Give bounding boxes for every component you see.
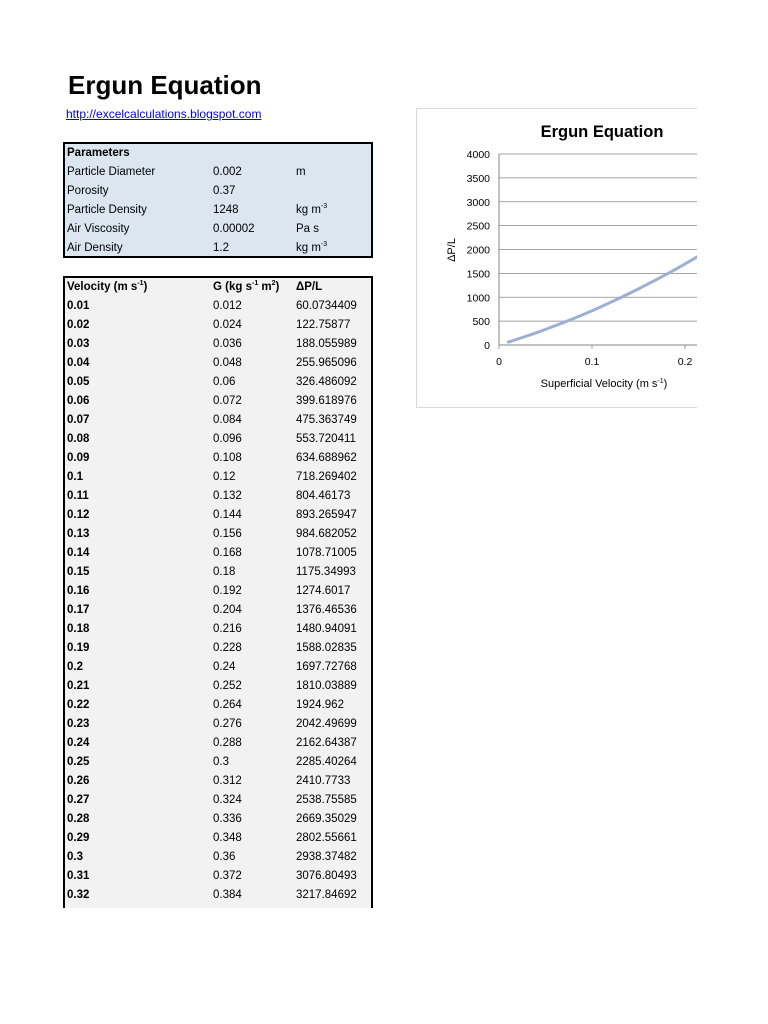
parameter-unit: kg $m^{-3}$	[296, 203, 328, 216]
y-tick-label: 3500	[466, 172, 490, 185]
velocity-column-header: Velocity (m $s^{-1}$)	[67, 280, 148, 293]
y-tick-label: 500	[472, 316, 490, 329]
parameter-value[interactable]: 1.2	[213, 242, 229, 254]
page-title: Ergun Equation	[68, 70, 262, 100]
table-row[interactable]	[65, 715, 371, 734]
chart-svg	[417, 109, 697, 407]
parameter-name: Particle Density	[67, 204, 147, 216]
velocity-cell[interactable]: 0.25	[67, 756, 90, 768]
results-header-row	[65, 278, 371, 297]
parameter-unit: m	[296, 166, 306, 178]
parameters-header-row	[65, 144, 371, 163]
parameter-row[interactable]	[65, 220, 371, 239]
mass-flux-cell[interactable]: 0.372	[213, 870, 242, 882]
parameter-unit	[296, 182, 371, 201]
parameters-header: Parameters	[67, 147, 130, 159]
table-row[interactable]	[65, 867, 371, 886]
pressure-drop-cell[interactable]: 984.682052	[296, 528, 357, 540]
mass-flux-cell[interactable]: 0.252	[213, 680, 242, 692]
velocity-cell[interactable]: 0.13	[67, 528, 90, 540]
table-row[interactable]	[65, 487, 371, 506]
velocity-cell[interactable]: 0.21	[67, 680, 90, 692]
parameter-name: Air Density	[67, 242, 123, 254]
pressure-drop-cell[interactable]: 1697.72768	[296, 661, 357, 673]
pressure-drop-cell[interactable]: 2410.7733	[296, 775, 351, 787]
pressure-drop-cell[interactable]: 718.269402	[296, 471, 357, 483]
y-tick-label: 1000	[466, 292, 490, 305]
parameter-row[interactable]	[65, 182, 371, 201]
table-row[interactable]	[65, 525, 371, 544]
mass-flux-cell[interactable]: 0.18	[213, 566, 236, 578]
y-tick-label: 4000	[466, 149, 490, 161]
velocity-cell[interactable]: 0.11	[67, 490, 89, 502]
table-row[interactable]	[65, 373, 371, 392]
velocity-cell[interactable]: 0.15	[67, 566, 90, 578]
mass-flux-cell[interactable]: 0.108	[213, 452, 242, 464]
mass-flux-cell[interactable]: 0.048	[213, 357, 242, 369]
mass-flux-cell[interactable]: 0.336	[213, 813, 242, 825]
pressure-drop-cell[interactable]: 2802.55661	[296, 832, 357, 844]
mass-flux-cell[interactable]: 0.216	[213, 623, 242, 635]
velocity-cell[interactable]: 0.19	[67, 642, 90, 654]
velocity-cell[interactable]: 0.28	[67, 813, 90, 825]
pressure-drop-cell[interactable]: 553.720411	[296, 433, 356, 445]
pressure-drop-cell[interactable]: 1810.03889	[296, 680, 357, 692]
table-row[interactable]	[65, 753, 371, 772]
parameter-value[interactable]: 1248	[213, 204, 239, 216]
velocity-cell[interactable]: 0.04	[67, 357, 90, 369]
mass-flux-cell[interactable]: 0.324	[213, 794, 242, 806]
y-tick-label: 2500	[466, 220, 490, 233]
table-row[interactable]	[65, 506, 371, 525]
parameter-name: Porosity	[67, 185, 109, 197]
velocity-cell[interactable]: 0.18	[67, 623, 90, 635]
mass-flux-cell[interactable]: 0.276	[213, 718, 242, 730]
table-row[interactable]	[65, 430, 371, 449]
results-table	[63, 276, 373, 908]
mass-flux-cell[interactable]: 0.36	[213, 851, 236, 863]
chart-tick-labels	[467, 149, 697, 368]
mass-flux-cell[interactable]: 0.012	[213, 300, 242, 312]
table-row[interactable]	[65, 297, 371, 316]
x-tick-label: 0.2	[677, 356, 693, 368]
y-tick-label: 2000	[466, 244, 490, 257]
mass-flux-cell[interactable]: 0.12	[213, 471, 236, 483]
table-row[interactable]	[65, 848, 371, 867]
results-rows	[65, 297, 371, 905]
pressure-drop-column-header: ΔP/L	[296, 281, 323, 293]
parameter-value[interactable]: 0.37	[213, 185, 236, 197]
parameter-value[interactable]: 0.002	[213, 166, 242, 178]
velocity-cell[interactable]: 0.01	[67, 300, 90, 312]
table-row[interactable]	[65, 563, 371, 582]
table-row[interactable]	[65, 639, 371, 658]
mass-flux-cell[interactable]: 0.288	[213, 737, 242, 749]
velocity-cell[interactable]: 0.22	[67, 699, 90, 711]
mass-flux-cell[interactable]: 0.144	[213, 509, 242, 521]
velocity-cell[interactable]: 0.14	[67, 547, 90, 559]
velocity-cell[interactable]: 0.29	[67, 832, 90, 844]
pressure-drop-cell[interactable]: 326.486092	[296, 376, 357, 388]
mass-flux-cell[interactable]: 0.3	[213, 756, 229, 768]
pressure-drop-cell[interactable]: 1480.94091	[296, 623, 357, 635]
pressure-drop-cell[interactable]: 1376.46536	[296, 604, 357, 616]
pressure-drop-cell[interactable]: 2938.37482	[296, 851, 357, 863]
parameters-table	[63, 142, 373, 258]
mass-flux-cell[interactable]: 0.228	[213, 642, 242, 654]
chart-ylabel: ΔP/L	[446, 238, 458, 262]
table-row[interactable]	[65, 601, 371, 620]
table-row[interactable]	[65, 544, 371, 563]
mass-flux-cell[interactable]: 0.264	[213, 699, 242, 711]
pressure-drop-cell[interactable]: 2285.40264	[296, 756, 357, 768]
parameter-unit: Pa s	[296, 223, 320, 235]
mass-flux-cell[interactable]: 0.24	[213, 661, 236, 673]
velocity-cell[interactable]: 0.24	[67, 737, 90, 749]
chart-axes	[499, 154, 697, 349]
table-row[interactable]	[65, 449, 371, 468]
table-row[interactable]	[65, 677, 371, 696]
velocity-cell[interactable]: 0.1	[67, 471, 83, 483]
x-tick-label: 0	[496, 356, 502, 368]
velocity-cell[interactable]: 0.03	[67, 338, 90, 350]
velocity-cell[interactable]: 0.17	[67, 604, 90, 616]
parameter-name: Air Viscosity	[67, 223, 130, 235]
table-row[interactable]	[65, 316, 371, 335]
velocity-cell[interactable]: 0.16	[67, 585, 90, 597]
pressure-drop-cell[interactable]: 2162.64387	[296, 737, 357, 749]
mass-flux-cell[interactable]: 0.024	[213, 319, 242, 331]
mass-flux-cell[interactable]: 0.384	[213, 889, 242, 901]
velocity-cell[interactable]: 0.06	[67, 395, 90, 407]
parameter-unit: kg $m^{-3}$	[296, 241, 328, 254]
chart-xlabel: Superficial Velocity (m $s^{-1}$)	[540, 378, 668, 390]
mass-flux-column-header: G (kg $s^{-1}$ $m^2$)	[213, 280, 280, 293]
table-row[interactable]	[65, 658, 371, 677]
velocity-cell[interactable]: 0.07	[67, 414, 90, 426]
pressure-drop-cell[interactable]: 2538.75585	[296, 794, 357, 806]
velocity-cell[interactable]: 0.23	[67, 718, 90, 730]
mass-flux-cell[interactable]: 0.312	[213, 775, 242, 787]
chart-series	[508, 191, 697, 342]
velocity-cell[interactable]: 0.02	[67, 319, 90, 331]
pressure-drop-cell[interactable]: 804.46173	[296, 490, 351, 502]
velocity-cell[interactable]: 0.26	[67, 775, 90, 787]
velocity-cell[interactable]: 0.31	[67, 870, 90, 882]
chart-title: Ergun Equation	[540, 123, 664, 141]
table-row[interactable]	[65, 354, 371, 373]
table-row[interactable]	[65, 392, 371, 411]
pressure-drop-cell[interactable]: 2669.35029	[296, 813, 357, 825]
velocity-cell[interactable]: 0.08	[67, 433, 90, 445]
table-row[interactable]	[65, 582, 371, 601]
table-row[interactable]	[65, 886, 371, 905]
mass-flux-cell[interactable]: 0.204	[213, 604, 242, 616]
y-tick-label: 3000	[466, 196, 490, 209]
table-row[interactable]	[65, 829, 371, 848]
pressure-drop-cell[interactable]: 475.363749	[296, 414, 357, 426]
parameter-row[interactable]	[65, 239, 371, 258]
table-row[interactable]	[65, 620, 371, 639]
velocity-cell[interactable]: 0.32	[67, 889, 90, 901]
pressure-drop-cell[interactable]: 122.75877	[296, 319, 351, 331]
pressure-drop-cell[interactable]: 255.965096	[296, 357, 357, 369]
mass-flux-cell[interactable]: 0.192	[213, 585, 242, 597]
pressure-drop-cell[interactable]: 399.618976	[296, 395, 357, 407]
table-row[interactable]	[65, 468, 371, 487]
x-tick-label: 0.1	[584, 356, 600, 368]
table-row[interactable]	[65, 772, 371, 791]
pressure-drop-cell[interactable]: 893.265947	[296, 509, 357, 521]
mass-flux-cell[interactable]: 0.036	[213, 338, 242, 350]
mass-flux-cell[interactable]: 0.084	[213, 414, 242, 426]
velocity-cell[interactable]: 0.05	[67, 376, 90, 388]
chart-grid	[499, 154, 697, 345]
velocity-cell[interactable]: 0.3	[67, 851, 83, 863]
pressure-drop-cell[interactable]: 1274.6017	[296, 585, 351, 597]
table-row[interactable]	[65, 411, 371, 430]
series-line	[508, 191, 697, 342]
y-tick-label: 0	[484, 340, 490, 352]
pressure-drop-cell[interactable]: 1175.34993	[296, 566, 356, 578]
pressure-drop-cell[interactable]: 3076.80493	[296, 870, 357, 882]
mass-flux-cell[interactable]: 0.072	[213, 395, 242, 407]
mass-flux-cell[interactable]: 0.348	[213, 832, 242, 844]
y-tick-label: 1500	[466, 268, 490, 281]
mass-flux-cell[interactable]: 0.132	[213, 490, 242, 502]
parameter-row[interactable]	[65, 163, 371, 182]
table-row[interactable]	[65, 335, 371, 354]
ergun-chart	[416, 108, 697, 408]
pressure-drop-cell[interactable]: 2042.49699	[296, 718, 357, 730]
table-row[interactable]	[65, 696, 371, 715]
pressure-drop-cell[interactable]: 60.0734409	[296, 300, 357, 312]
pressure-drop-cell[interactable]: 188.055989	[296, 338, 357, 350]
mass-flux-cell[interactable]: 0.168	[213, 547, 242, 559]
mass-flux-cell[interactable]: 0.06	[213, 376, 236, 388]
velocity-cell[interactable]: 0.2	[67, 661, 83, 673]
blog-link[interactable]: http://excelcalculations.blogspot.com	[66, 107, 262, 121]
pressure-drop-cell[interactable]: 1924.962	[296, 699, 344, 711]
table-row[interactable]	[65, 791, 371, 810]
velocity-cell[interactable]: 0.12	[67, 509, 90, 521]
table-row[interactable]	[65, 810, 371, 829]
velocity-cell[interactable]: 0.09	[67, 452, 90, 464]
pressure-drop-cell[interactable]: 3217.84692	[296, 889, 357, 901]
pressure-drop-cell[interactable]: 1078.71005	[296, 547, 357, 559]
mass-flux-cell[interactable]: 0.156	[213, 528, 242, 540]
pressure-drop-cell[interactable]: 634.688962	[296, 452, 357, 464]
mass-flux-cell[interactable]: 0.096	[213, 433, 242, 445]
parameter-value[interactable]: 0.00002	[213, 223, 255, 235]
velocity-cell[interactable]: 0.27	[67, 794, 90, 806]
parameter-name: Particle Diameter	[67, 166, 156, 178]
parameter-row[interactable]	[65, 201, 371, 220]
table-row[interactable]	[65, 734, 371, 753]
pressure-drop-cell[interactable]: 1588.02835	[296, 642, 357, 654]
